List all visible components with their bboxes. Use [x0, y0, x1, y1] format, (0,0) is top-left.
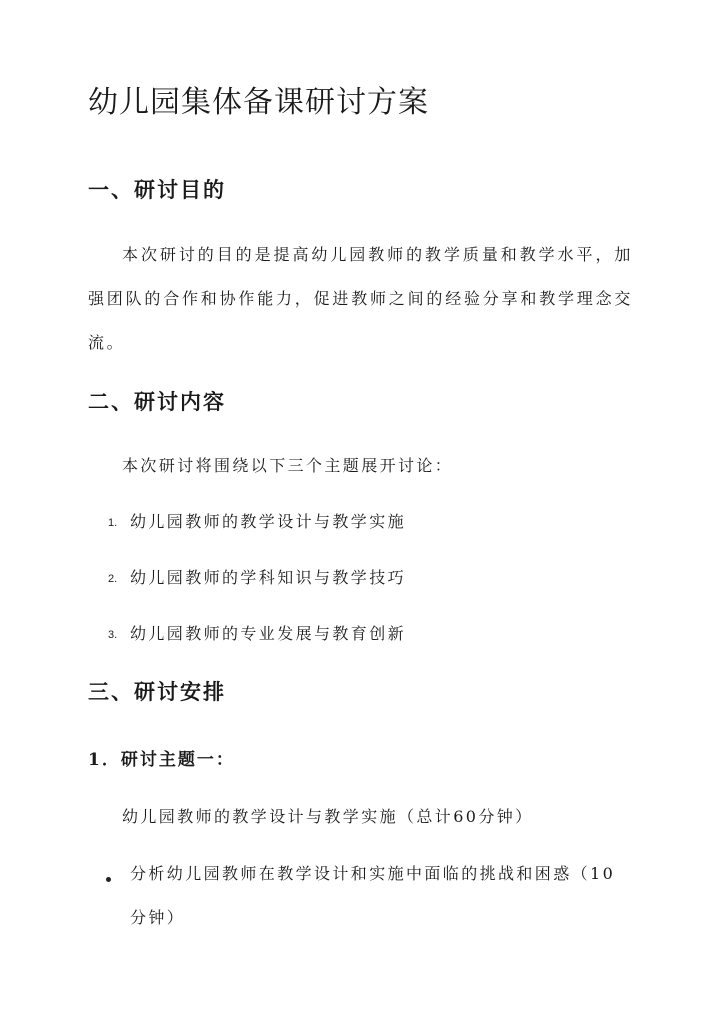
list-item-text: 幼儿园教师的专业发展与教育创新: [130, 624, 407, 643]
bullet-text: 分析幼儿园教师在教学设计和实施中面临的挑战和困惑（10分钟）: [130, 864, 616, 927]
subheading-topic-one: 1．研讨主题一：: [88, 750, 235, 770]
document-title: 幼儿园集体备课研讨方案: [88, 85, 429, 120]
content-intro: 本次研讨将围绕以下三个主题展开讨论：: [122, 456, 454, 475]
list-item-number: 3.: [108, 629, 118, 641]
section-heading-purpose: 一、研讨目的: [88, 177, 226, 202]
list-item-text: 幼儿园教师的教学设计与教学实施: [130, 512, 407, 531]
section-heading-schedule: 三、研讨安排: [88, 679, 226, 704]
purpose-paragraph: 本次研讨的目的是提高幼儿园教师的教学质量和教学水平，加强团队的合作和协作能力，促进教师之间的经验分享和教学理念交流。: [88, 245, 633, 352]
list-item-number: 2.: [108, 573, 118, 585]
list-item-number: 1.: [108, 517, 118, 529]
bullet-dot-icon: [106, 877, 111, 882]
list-item-text: 幼儿园教师的学科知识与教学技巧: [130, 568, 407, 587]
section-heading-content: 二、研讨内容: [88, 389, 226, 414]
topic-one-line: 幼儿园教师的教学设计与教学实施（总计60分钟）: [122, 807, 534, 826]
